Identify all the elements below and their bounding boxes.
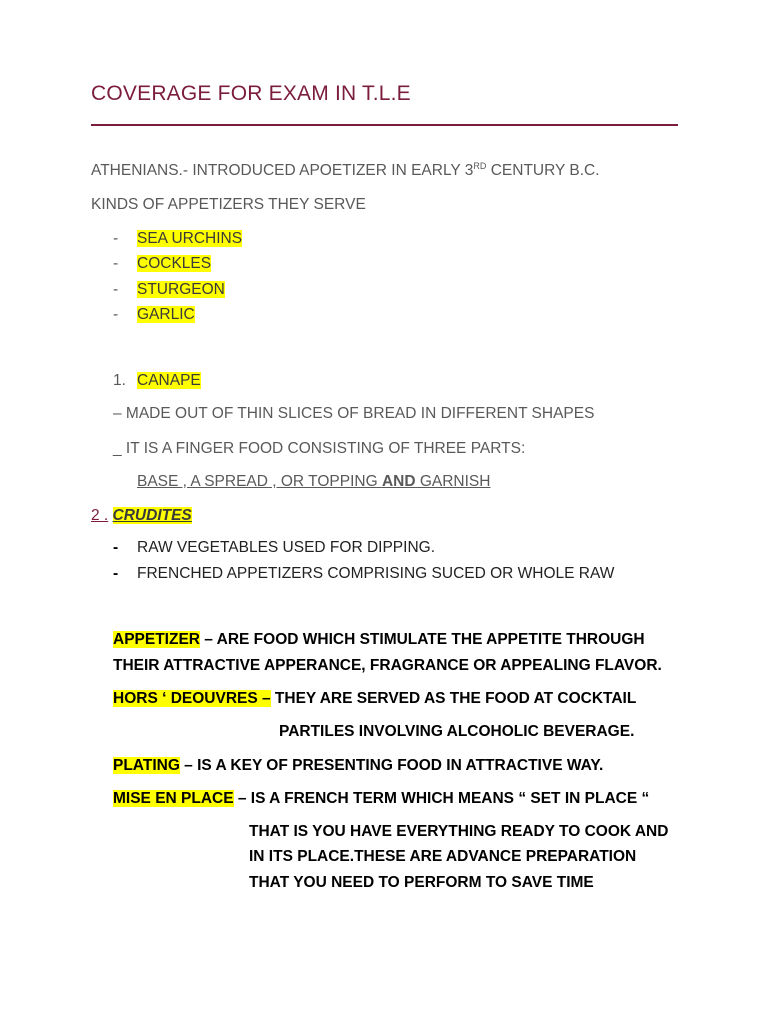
hors-definition bbox=[113, 690, 636, 708]
canape-heading: CANAPE bbox=[137, 372, 201, 389]
hors-term: HORS ‘ DEOUVRES – bbox=[113, 690, 271, 707]
canape-finger-food: _ IT IS A FINGER FOOD CONSISTING OF THREE PARTS: bbox=[113, 440, 526, 457]
plating-definition bbox=[113, 757, 603, 775]
athenians-text-pre: ATHENIANS.- INTRODUCED APOETIZER IN EARLY 3 bbox=[91, 162, 474, 179]
bullet-dash: - bbox=[113, 281, 119, 298]
athenians-text-post: CENTURY B.C. bbox=[486, 162, 600, 179]
kinds-heading: KINDS OF APPETIZERS THEY SERVE bbox=[91, 196, 366, 213]
mise-line3: IN ITS PLACE.THESE ARE ADVANCE PREPARATION bbox=[249, 848, 637, 865]
list-item-cockles: COCKLES bbox=[137, 255, 212, 272]
mise-definition bbox=[113, 790, 649, 808]
canape-parts-a: BASE , A SPREAD , OR TOPPING bbox=[137, 473, 382, 490]
mise-line1: – IS A FRENCH TERM WHICH MEANS “ SET IN PLACE “ bbox=[233, 790, 650, 807]
canape-number: 1. bbox=[113, 372, 126, 389]
superscript-rd: RD bbox=[473, 161, 487, 171]
hors-line2: PARTILES INVOLVING ALCOHOLIC BEVERAGE. bbox=[279, 723, 635, 740]
plating-line1: – IS A KEY OF PRESENTING FOOD IN ATTRACTIVE WAY. bbox=[179, 757, 604, 774]
crudites-item-frenched: FRENCHED APPETIZERS COMPRISING SUCED OR WHOLE RAW bbox=[137, 565, 615, 582]
crudites-heading bbox=[91, 507, 192, 525]
appetizer-line1: – ARE FOOD WHICH STIMULATE THE APPETITE THROUGH bbox=[199, 631, 645, 648]
plating-term: PLATING bbox=[113, 757, 180, 774]
hors-line1: THEY ARE SERVED AS THE FOOD AT COCKTAIL bbox=[270, 690, 637, 707]
appetizer-term: APPETIZER bbox=[113, 631, 200, 648]
mise-term: MISE EN PLACE bbox=[113, 790, 234, 807]
bullet-dash: - bbox=[113, 539, 119, 556]
list-item-sea-urchins: SEA URCHINS bbox=[137, 230, 243, 247]
mise-line2: THAT IS YOU HAVE EVERYTHING READY TO COOK AND bbox=[249, 823, 669, 840]
appetizer-definition bbox=[113, 631, 645, 649]
canape-parts-and: AND bbox=[381, 473, 416, 490]
canape-parts bbox=[137, 473, 490, 491]
crudites-item-dipping: RAW VEGETABLES USED FOR DIPPING. bbox=[137, 539, 435, 556]
list-item-sturgeon: STURGEON bbox=[137, 281, 225, 298]
list-item-garlic: GARLIC bbox=[137, 306, 195, 323]
bullet-dash: - bbox=[113, 306, 119, 323]
crudites-number: 2 . bbox=[91, 507, 109, 524]
canape-parts-b: GARNISH bbox=[415, 473, 491, 490]
mise-line4: THAT YOU NEED TO PERFORM TO SAVE TIME bbox=[249, 874, 594, 891]
crudites-name: CRUDITES bbox=[112, 507, 192, 524]
page-title: COVERAGE FOR EXAM IN T.L.E bbox=[91, 82, 411, 105]
canape-description: – MADE OUT OF THIN SLICES OF BREAD IN DIFFERENT SHAPES bbox=[113, 405, 595, 422]
title-underline-rule bbox=[91, 124, 678, 126]
bullet-dash: - bbox=[113, 255, 119, 272]
bullet-dash: - bbox=[113, 230, 119, 247]
appetizer-line2: THEIR ATTRACTIVE APPERANCE, FRAGRANCE OR APPEALING FLAVOR. bbox=[113, 657, 662, 674]
bullet-dash: - bbox=[113, 565, 119, 582]
athenians-line bbox=[91, 162, 600, 180]
